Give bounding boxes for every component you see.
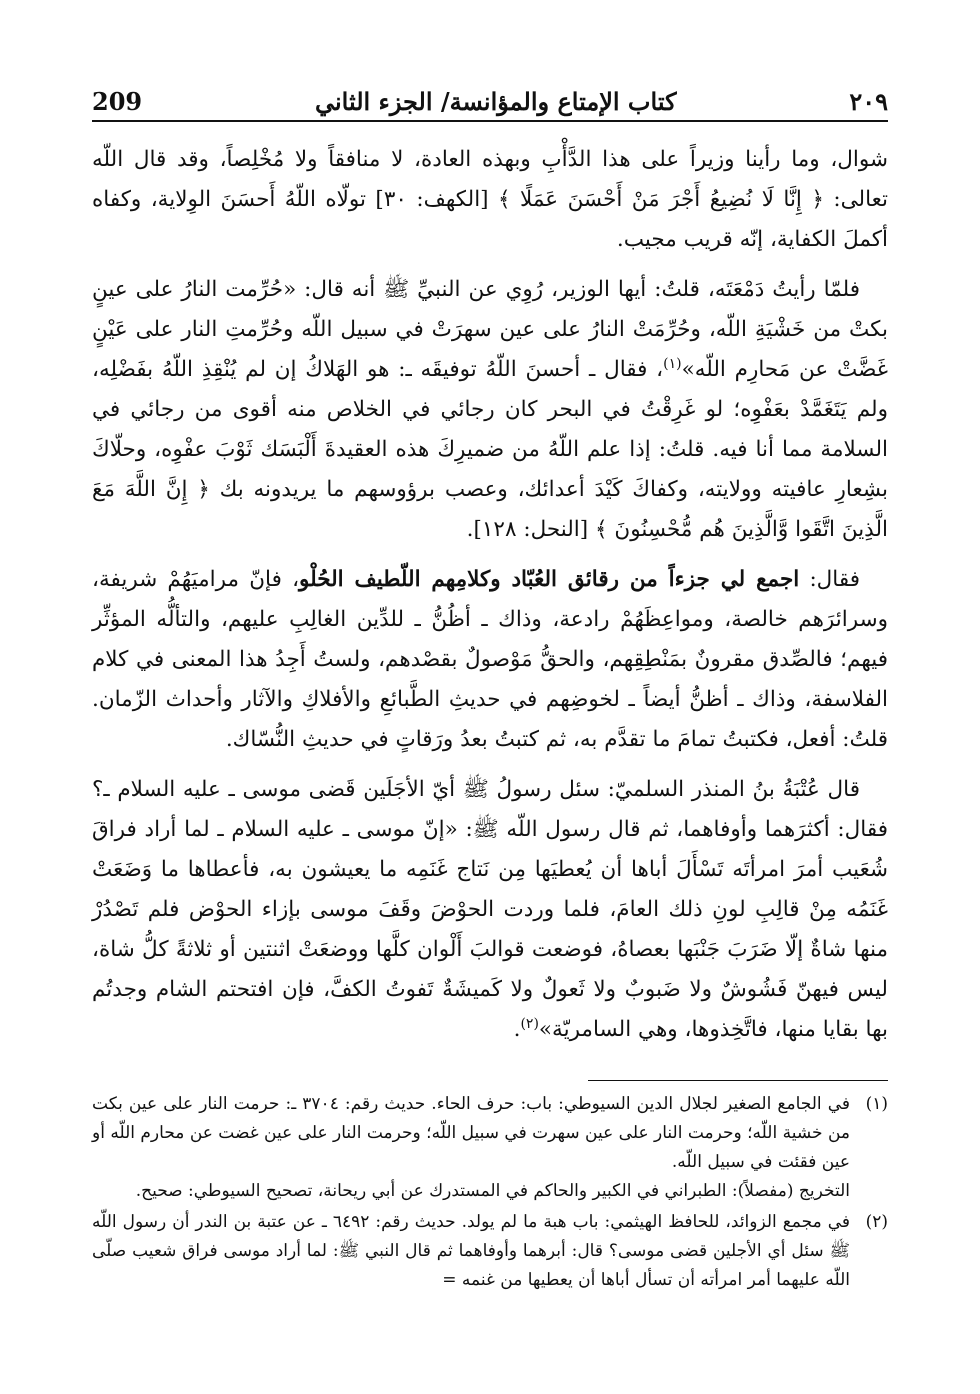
paragraph-4-end: . bbox=[513, 1017, 521, 1042]
paragraph-3-lead: فقال: bbox=[799, 567, 861, 592]
main-text bbox=[92, 140, 888, 1060]
footnotes bbox=[92, 1090, 888, 1297]
footnote-2 bbox=[92, 1208, 888, 1295]
paragraph-1-text: شوال، وما رأينا وزيراً على هذا الدَّأْبِ وبهذه العادة، لا منافقاً ولا مُخْلِصاً، وقد قال اللّه تعالى: ﴿ إِنَّا لَا نُضِيعُ أَجْرَ مَنْ أَحْسَنَ عَمَلًا ﴾ [الكهف: ٣٠] تولّاه اللّهُ أَحسَنَ الوِلاية، وكفاه أكملَ الكفاية، إنّه قريب مجيب. bbox=[92, 147, 888, 252]
footnote-divider bbox=[588, 1080, 888, 1081]
footnote-1 bbox=[92, 1090, 888, 1206]
paragraph-3-text: ، فإنّ مراميَهُمْ شريفة، وسرائرَهم خالصة، ومواعِظَهُمْ رادعة، وذاك ـ أظُنُّ ـ للدِّين الغالِبِ عليهم، والتألُّه المؤثِّر فيهم؛ فالصِّدق مقرونٌ بمَنْطِقِهم، والحقُّ مَوْصولٌ بقصْدهم، ولستُ أَجِدُ هذا المعنى في كلام الفلاسفة، وذاك ـ أظنُّ أيضاً ـ لخوضِهم في حديثِ الطَّبائعِ والأفلاكِ والآثار وأحداث الزّمان. قلتُ: أفعل، فكتبتُ تمامَ ما تقدَّم به، ثم كتبتُ بعدُ ورَقاتٍ في حديثِ النُّسّاك. bbox=[92, 567, 888, 752]
paragraph-2 bbox=[92, 270, 888, 550]
running-title: كتاب الإمتاع والمؤانسة/ الجزء الثاني bbox=[314, 87, 677, 116]
paragraph-3-bold: اجمع لي جزءاً من رقائق العُبّاد وكلامِهم اللّطيف الحُلْو bbox=[299, 567, 800, 592]
footnote-1-number: (١) bbox=[865, 1094, 888, 1114]
page-number-arabic: ٢٠٩ bbox=[849, 87, 888, 116]
footnote-ref-2[interactable]: (٢) bbox=[520, 1015, 539, 1032]
footnote-1-body bbox=[92, 1090, 850, 1206]
paragraph-2-text: فلمّا رأيتُ دَمْعَتَه، قلتُ: أيها الوزير، رُوِي عن النبيِّ ﷺ أنه قال: «حُرِّمت النارُ على عينٍ بكتْ من خَشْيَةِ اللّه، وحُرِّمَتْ النارُ على عين سهرَتْ في سبيل اللّه وحُرِّمتِ النار على عَيْنٍ غَضَّتْ عن مَحارِم اللّه» bbox=[92, 277, 888, 382]
footnote-2-text: في مجمع الزوائد، للحافظ الهيثمي: باب هبة ما لم يولد. حديث رقم: ٦٤٩٢ ـ عن عتبة بن الندر أن رسول اللّه ﷺ سئل أي الأجلين قضى موسى؟ قال: أبرهما وأوفاهما ثم قال النبي ﷺ: لما أراد موسى فراق شعيب صلّى اللّه عليهما أمر امرأته أن تسأل أباها أن يعطيها من غنمه = bbox=[92, 1212, 851, 1290]
paragraph-4-text: قال عُتْبَةُ بنُ المنذر السلميّ: سئل رسولُ ﷺ أيّ الأجَلَين قَضى موسى ـ عليه السلام ـ؟ فقال: أكثرَهما وأوفاهما، ثم قال رسول اللّه ﷺ: «إنّ موسى ـ عليه السلام ـ لما أراد فراقَ شُعَيب أمرَ امرأتَه تَسْأَلَ أباها أن يُعطيَها مِن نَتاج غَنَمِه ما يعيشون به، فأعطاها ما وَضَعَتْ غَنَمُه مِنْ قالِبِ لونِ ذلك العامَ، فلما وردت الحوْضَ وقَفَ موسى بإزاء الحوْض فلم تَصْدُرْ منها شاةٌ إلّا ضَرَبَ جَنْبَها بعصاهُ، فوضعت قوالبَ أَلْوان كلَّها ووضعَتْ اثنتين أو ثلاثةً كلُّ شاة، ليس فيهنّ فَشُوشٌ ولا ضَبوبٌ ولا ثَعولٌ ولا كَميشَةٌ تَفوتُ الكفَّ، فإن افتحتم الشام وجدتُم بها بقايا منها، فاتَّخِذوها، وهي السامريّة» bbox=[92, 777, 888, 1042]
paragraph-4 bbox=[92, 770, 888, 1050]
paragraph-3 bbox=[92, 560, 888, 760]
footnote-1-text-2: التخريج (مفصلاً): الطبراني في الكبير والحاكم في المستدرك عن أبي ريحانة، تصحيح السيوطي: صحيح. bbox=[135, 1181, 850, 1201]
paragraph-1 bbox=[92, 140, 888, 260]
page-header bbox=[92, 82, 888, 122]
footnote-2-number: (٢) bbox=[865, 1212, 888, 1232]
footnote-ref-1[interactable]: (١) bbox=[663, 355, 682, 372]
footnote-1-text: في الجامع الصغير لجلال الدين السيوطي: باب: حرف الحاء. حديث رقم: ٣٧٠٤ ـ: حرمت النار على عين بكت من خشية اللّه؛ وحرمت النار على عين سهرت في سبيل اللّه؛ وحرمت النار على عين غضت عن محارم اللّه أو عين فقئت في سبيل اللّه. bbox=[92, 1094, 850, 1172]
paragraph-2-cont: ، فقال ـ أحسنَ اللّهُ توفيقَه ـ: هو الهَلاكُ إن لم يُنْقِذِ اللّهُ بفَضْلِه، ولم يَتَغَمَّدْ بعَفْوِه؛ لو غَرِقْتُ في البحر كان رجائي في الخلاص منه أقوى من رجائي في السلامة مما أنا فيه. قلتُ: إذا علم اللّهُ من ضميرِكَ هذه العقيدةَ أَلْبَسَك ثَوْبَ عفْوِه، وحلّاكَ بشِعارِ عافيته وولايته، وكفاكَ كَيْدَ أعدائك، وعصب برؤوسهم ما يريدونه بك ﴿ إِنَّ اللَّهَ مَعَ الَّذِينَ اتَّقَوا وَّالَّذِينَ هُم مُّحْسِنُونَ ﴾ [النحل: ١٢٨]. bbox=[92, 357, 888, 542]
page-number-latin: 209 bbox=[92, 87, 143, 116]
